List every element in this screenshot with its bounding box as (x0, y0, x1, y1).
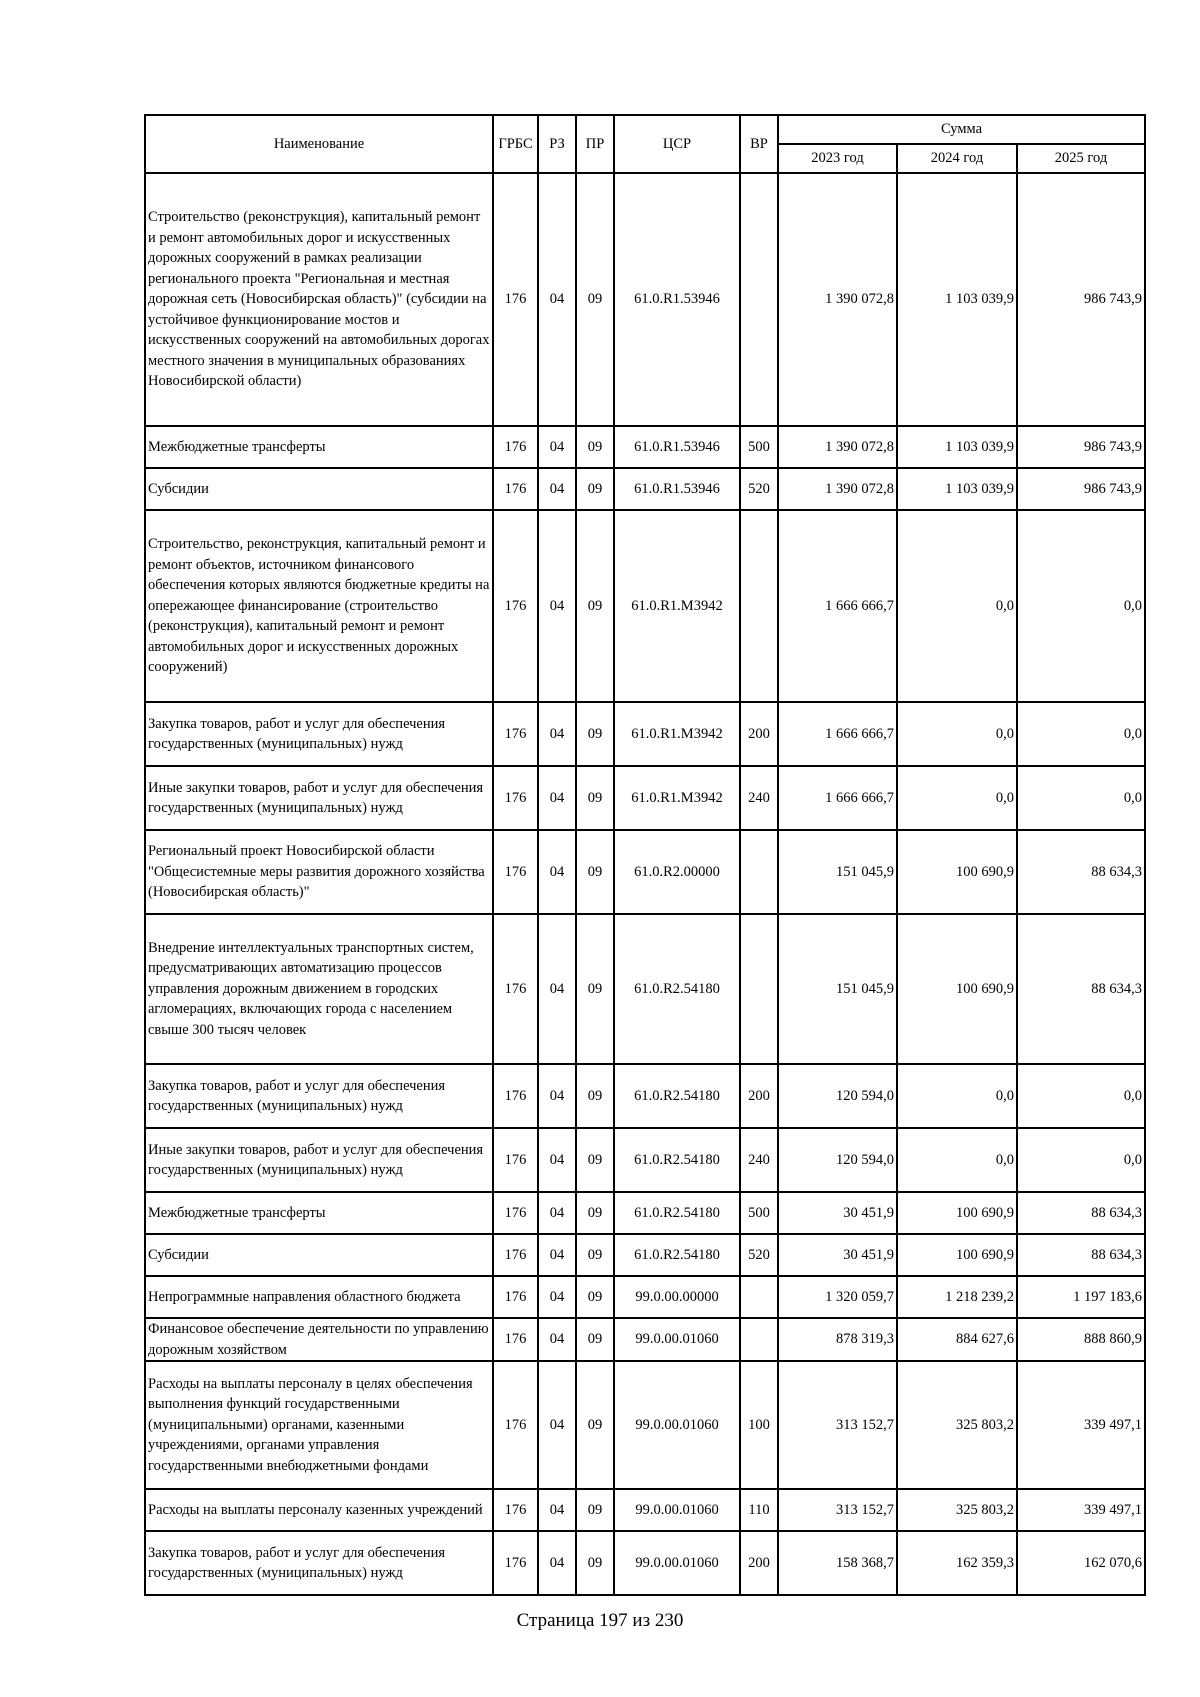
cell-name: Непрограммные направления областного бюджета (145, 1276, 493, 1318)
cell-vr: 240 (740, 1128, 778, 1192)
header-rz: РЗ (538, 115, 576, 173)
cell-vr: 520 (740, 468, 778, 510)
header-grbs: ГРБС (493, 115, 538, 173)
cell-sum-2025: 0,0 (1017, 766, 1145, 830)
cell-grbs: 176 (493, 1128, 538, 1192)
cell-pr: 09 (576, 1318, 614, 1361)
cell-csr: 99.0.00.01060 (614, 1318, 740, 1361)
cell-sum-2023: 120 594,0 (778, 1064, 897, 1128)
cell-csr: 61.0.R1.M3942 (614, 702, 740, 766)
table-row (145, 173, 1145, 426)
table-row (145, 1276, 1145, 1318)
cell-grbs: 176 (493, 1361, 538, 1489)
cell-vr: 500 (740, 1192, 778, 1234)
cell-sum-2025: 0,0 (1017, 702, 1145, 766)
cell-sum-2025: 0,0 (1017, 1064, 1145, 1128)
table-row (145, 702, 1145, 766)
cell-csr: 61.0.R2.54180 (614, 1234, 740, 1276)
cell-pr: 09 (576, 766, 614, 830)
cell-rz: 04 (538, 1234, 576, 1276)
cell-rz: 04 (538, 510, 576, 702)
cell-vr (740, 1318, 778, 1361)
cell-vr: 110 (740, 1489, 778, 1531)
cell-rz: 04 (538, 468, 576, 510)
cell-rz: 04 (538, 1276, 576, 1318)
cell-csr: 99.0.00.00000 (614, 1276, 740, 1318)
cell-sum-2023: 1 390 072,8 (778, 426, 897, 468)
cell-grbs: 176 (493, 426, 538, 468)
cell-grbs: 176 (493, 830, 538, 914)
cell-vr (740, 1276, 778, 1318)
cell-sum-2023: 1 666 666,7 (778, 702, 897, 766)
cell-vr (740, 510, 778, 702)
table-row (145, 830, 1145, 914)
cell-sum-2023: 120 594,0 (778, 1128, 897, 1192)
cell-sum-2023: 1 390 072,8 (778, 468, 897, 510)
cell-vr: 200 (740, 1531, 778, 1595)
cell-grbs: 176 (493, 1276, 538, 1318)
header-pr: ПР (576, 115, 614, 173)
table-row (145, 1489, 1145, 1531)
cell-sum-2024: 100 690,9 (897, 830, 1017, 914)
cell-name: Расходы на выплаты персоналу в целях обеспечения выполнения функций государственными (муниципальными) органами, казенными учреждениями, органами управления государственными внебюджетными фондами (145, 1361, 493, 1489)
cell-rz: 04 (538, 1489, 576, 1531)
cell-rz: 04 (538, 426, 576, 468)
cell-name: Строительство, реконструкция, капитальный ремонт и ремонт объектов, источником финансового обеспечения которых являются бюджетные кредиты на опережающее финансирование (строительство (реконструкция), капитальный ремонт и ремонт автомобильных дорог и искусственных дорожных сооружений) (145, 510, 493, 702)
cell-pr: 09 (576, 1361, 614, 1489)
cell-sum-2025: 986 743,9 (1017, 426, 1145, 468)
cell-sum-2025: 88 634,3 (1017, 1192, 1145, 1234)
cell-pr: 09 (576, 510, 614, 702)
cell-sum-2023: 158 368,7 (778, 1531, 897, 1595)
cell-vr: 520 (740, 1234, 778, 1276)
cell-csr: 61.0.R2.54180 (614, 914, 740, 1064)
cell-sum-2024: 100 690,9 (897, 1234, 1017, 1276)
cell-sum-2023: 313 152,7 (778, 1489, 897, 1531)
cell-sum-2023: 30 451,9 (778, 1234, 897, 1276)
cell-csr: 61.0.R1.M3942 (614, 766, 740, 830)
table-header (145, 115, 1145, 173)
cell-vr (740, 914, 778, 1064)
cell-name: Субсидии (145, 1234, 493, 1276)
cell-sum-2024: 1 103 039,9 (897, 426, 1017, 468)
cell-name: Строительство (реконструкция), капитальный ремонт и ремонт автомобильных дорог и искусственных дорожных сооружений в рамках реализации регионального проекта "Региональная и местная дорожная сеть (Новосибирская область)" (субсидии на устойчивое функционирование мостов и искусственных сооружений на автомобильных дорогах местного значения в муниципальных образованиях Новосибирской области) (145, 173, 493, 426)
cell-csr: 99.0.00.01060 (614, 1489, 740, 1531)
cell-sum-2024: 1 218 239,2 (897, 1276, 1017, 1318)
cell-pr: 09 (576, 1489, 614, 1531)
table-body (145, 173, 1145, 1595)
header-sum: Сумма (778, 115, 1145, 144)
cell-rz: 04 (538, 766, 576, 830)
cell-sum-2025: 88 634,3 (1017, 914, 1145, 1064)
table-row (145, 1128, 1145, 1192)
cell-grbs: 176 (493, 1192, 538, 1234)
cell-pr: 09 (576, 1128, 614, 1192)
cell-sum-2024: 0,0 (897, 702, 1017, 766)
cell-sum-2025: 0,0 (1017, 510, 1145, 702)
cell-sum-2023: 151 045,9 (778, 830, 897, 914)
cell-grbs: 176 (493, 914, 538, 1064)
cell-csr: 61.0.R1.M3942 (614, 510, 740, 702)
cell-pr: 09 (576, 830, 614, 914)
table-row (145, 426, 1145, 468)
table-row (145, 1318, 1145, 1361)
cell-sum-2025: 88 634,3 (1017, 830, 1145, 914)
cell-sum-2025: 888 860,9 (1017, 1318, 1145, 1361)
table-row (145, 1531, 1145, 1595)
header-vr: ВР (740, 115, 778, 173)
cell-sum-2024: 884 627,6 (897, 1318, 1017, 1361)
cell-grbs: 176 (493, 1234, 538, 1276)
cell-pr: 09 (576, 1531, 614, 1595)
cell-grbs: 176 (493, 510, 538, 702)
cell-csr: 61.0.R2.54180 (614, 1064, 740, 1128)
cell-sum-2023: 878 319,3 (778, 1318, 897, 1361)
header-2023: 2023 год (778, 144, 897, 173)
cell-sum-2025: 986 743,9 (1017, 173, 1145, 426)
cell-rz: 04 (538, 1192, 576, 1234)
table-row (145, 1361, 1145, 1489)
cell-name: Финансовое обеспечение деятельности по управлению дорожным хозяйством (145, 1318, 493, 1361)
cell-sum-2024: 100 690,9 (897, 914, 1017, 1064)
cell-rz: 04 (538, 173, 576, 426)
cell-grbs: 176 (493, 468, 538, 510)
cell-pr: 09 (576, 702, 614, 766)
cell-sum-2024: 0,0 (897, 1128, 1017, 1192)
cell-sum-2023: 1 320 059,7 (778, 1276, 897, 1318)
cell-pr: 09 (576, 1064, 614, 1128)
cell-pr: 09 (576, 1276, 614, 1318)
cell-grbs: 176 (493, 173, 538, 426)
cell-sum-2025: 339 497,1 (1017, 1489, 1145, 1531)
cell-csr: 61.0.R2.54180 (614, 1192, 740, 1234)
cell-sum-2024: 162 359,3 (897, 1531, 1017, 1595)
header-2025: 2025 год (1017, 144, 1145, 173)
cell-sum-2023: 1 390 072,8 (778, 173, 897, 426)
table-row (145, 914, 1145, 1064)
cell-sum-2024: 100 690,9 (897, 1192, 1017, 1234)
table-row (145, 1234, 1145, 1276)
cell-name: Межбюджетные трансферты (145, 426, 493, 468)
cell-grbs: 176 (493, 1489, 538, 1531)
header-csr: ЦСР (614, 115, 740, 173)
table-row (145, 1192, 1145, 1234)
cell-rz: 04 (538, 1064, 576, 1128)
cell-vr: 200 (740, 702, 778, 766)
cell-rz: 04 (538, 1318, 576, 1361)
cell-csr: 99.0.00.01060 (614, 1531, 740, 1595)
page-number: Страница 197 из 230 (516, 1610, 684, 1631)
cell-csr: 99.0.00.01060 (614, 1361, 740, 1489)
cell-grbs: 176 (493, 1318, 538, 1361)
cell-sum-2024: 1 103 039,9 (897, 173, 1017, 426)
cell-csr: 61.0.R1.53946 (614, 173, 740, 426)
cell-pr: 09 (576, 914, 614, 1064)
cell-sum-2025: 986 743,9 (1017, 468, 1145, 510)
cell-sum-2024: 0,0 (897, 766, 1017, 830)
cell-sum-2023: 1 666 666,7 (778, 510, 897, 702)
cell-vr: 100 (740, 1361, 778, 1489)
cell-pr: 09 (576, 468, 614, 510)
cell-sum-2025: 162 070,6 (1017, 1531, 1145, 1595)
table-row (145, 1064, 1145, 1128)
cell-rz: 04 (538, 1128, 576, 1192)
cell-vr (740, 173, 778, 426)
cell-name: Региональный проект Новосибирской области "Общесистемные меры развития дорожного хозяйства (Новосибирская область)" (145, 830, 493, 914)
cell-sum-2025: 1 197 183,6 (1017, 1276, 1145, 1318)
cell-pr: 09 (576, 1234, 614, 1276)
cell-rz: 04 (538, 914, 576, 1064)
cell-sum-2023: 151 045,9 (778, 914, 897, 1064)
cell-sum-2023: 1 666 666,7 (778, 766, 897, 830)
cell-vr: 200 (740, 1064, 778, 1128)
cell-name: Внедрение интеллектуальных транспортных систем, предусматривающих автоматизацию процессов управления дорожным движением в городских агломерациях, включающих города с населением свыше 300 тысяч человек (145, 914, 493, 1064)
cell-pr: 09 (576, 173, 614, 426)
cell-csr: 61.0.R1.53946 (614, 426, 740, 468)
cell-vr: 240 (740, 766, 778, 830)
cell-sum-2025: 339 497,1 (1017, 1361, 1145, 1489)
cell-name: Иные закупки товаров, работ и услуг для обеспечения государственных (муниципальных) нужд (145, 1128, 493, 1192)
cell-name: Закупка товаров, работ и услуг для обеспечения государственных (муниципальных) нужд (145, 702, 493, 766)
cell-name: Субсидии (145, 468, 493, 510)
cell-rz: 04 (538, 1531, 576, 1595)
cell-sum-2024: 0,0 (897, 1064, 1017, 1128)
cell-sum-2025: 0,0 (1017, 1128, 1145, 1192)
cell-pr: 09 (576, 426, 614, 468)
cell-name: Закупка товаров, работ и услуг для обеспечения государственных (муниципальных) нужд (145, 1531, 493, 1595)
cell-csr: 61.0.R1.53946 (614, 468, 740, 510)
cell-sum-2024: 1 103 039,9 (897, 468, 1017, 510)
cell-grbs: 176 (493, 702, 538, 766)
table-row (145, 766, 1145, 830)
table-row (145, 510, 1145, 702)
cell-name: Закупка товаров, работ и услуг для обеспечения государственных (муниципальных) нужд (145, 1064, 493, 1128)
cell-rz: 04 (538, 702, 576, 766)
cell-sum-2024: 325 803,2 (897, 1361, 1017, 1489)
cell-pr: 09 (576, 1192, 614, 1234)
cell-grbs: 176 (493, 766, 538, 830)
cell-grbs: 176 (493, 1531, 538, 1595)
cell-sum-2024: 325 803,2 (897, 1489, 1017, 1531)
cell-sum-2025: 88 634,3 (1017, 1234, 1145, 1276)
cell-sum-2023: 313 152,7 (778, 1361, 897, 1489)
header-2024: 2024 год (897, 144, 1017, 173)
cell-sum-2024: 0,0 (897, 510, 1017, 702)
cell-rz: 04 (538, 1361, 576, 1489)
cell-rz: 04 (538, 830, 576, 914)
cell-sum-2023: 30 451,9 (778, 1192, 897, 1234)
cell-name: Расходы на выплаты персоналу казенных учреждений (145, 1489, 493, 1531)
cell-vr (740, 830, 778, 914)
cell-vr: 500 (740, 426, 778, 468)
cell-name: Межбюджетные трансферты (145, 1192, 493, 1234)
cell-name: Иные закупки товаров, работ и услуг для обеспечения государственных (муниципальных) нужд (145, 766, 493, 830)
header-name: Наименование (145, 115, 493, 173)
table-row (145, 468, 1145, 510)
cell-csr: 61.0.R2.54180 (614, 1128, 740, 1192)
cell-csr: 61.0.R2.00000 (614, 830, 740, 914)
cell-grbs: 176 (493, 1064, 538, 1128)
budget-table (144, 114, 1146, 1596)
